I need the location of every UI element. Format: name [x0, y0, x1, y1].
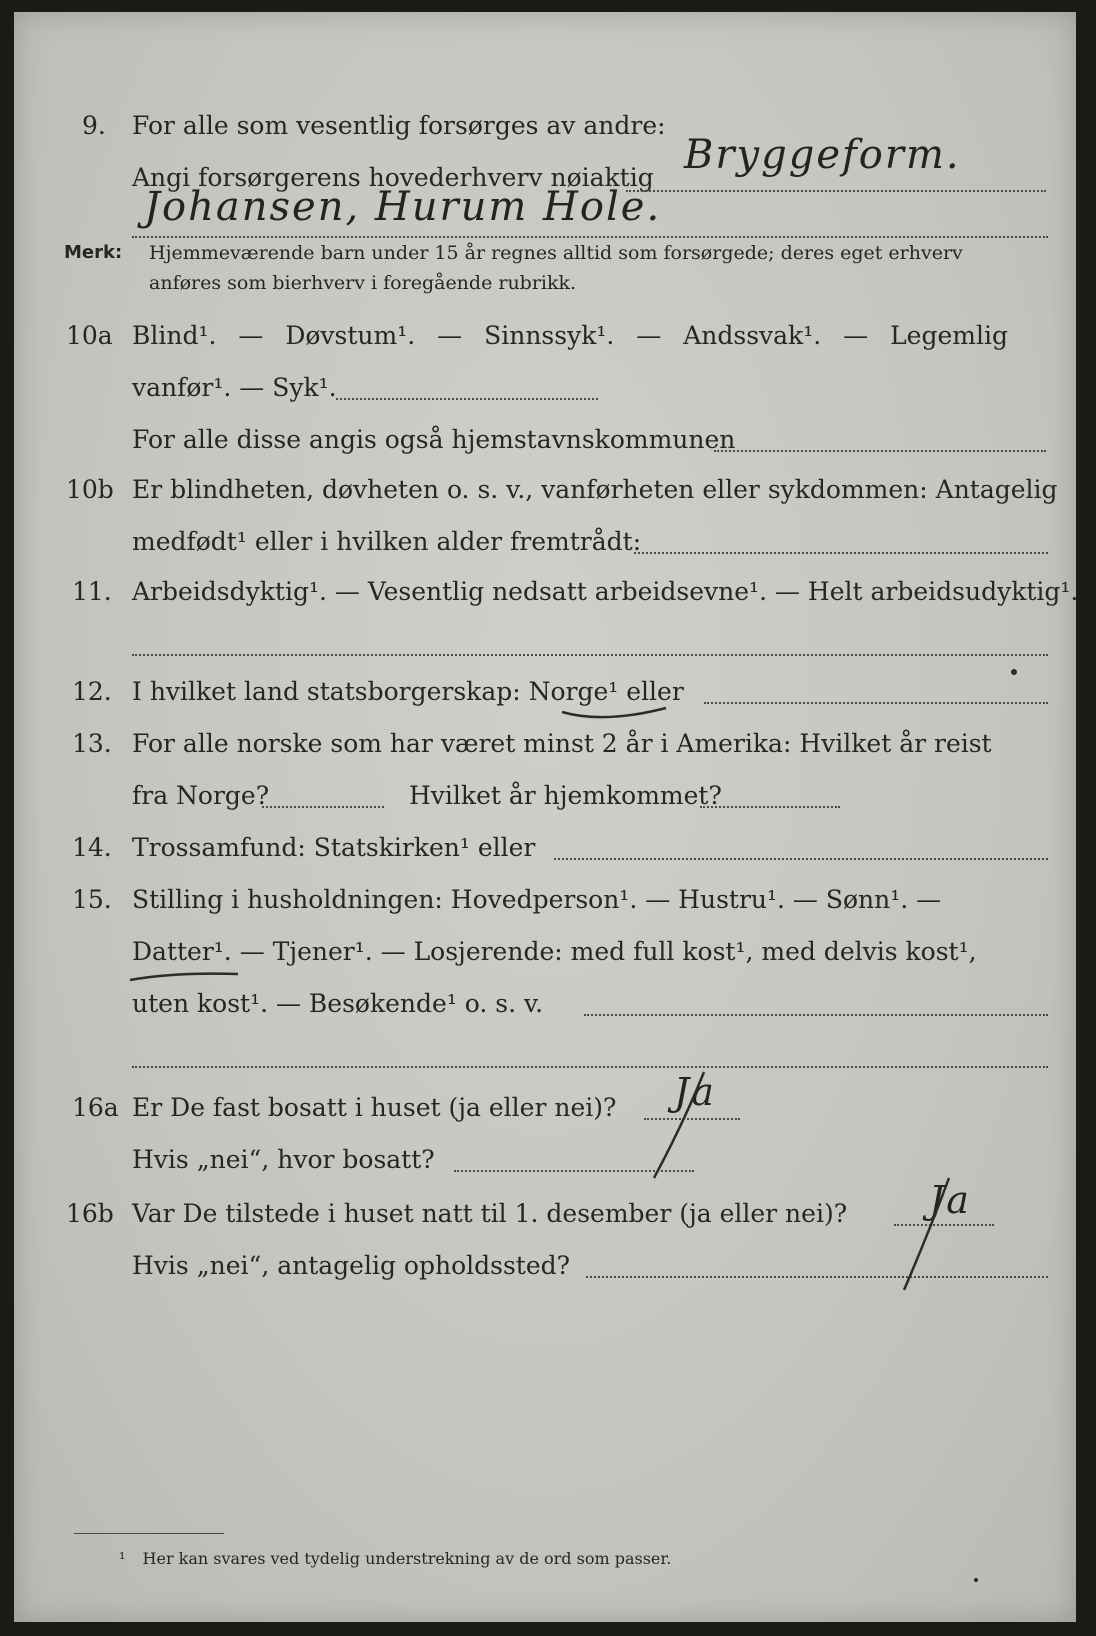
- q15-options-cont: uten kost¹. — Besøkende¹ o. s. v.: [132, 989, 544, 1018]
- q10b-number: 10b: [66, 475, 114, 504]
- footnote-rule: [74, 1533, 224, 1534]
- merk-text-cont: anføres som bierhverv i foregående rubrikk.: [149, 272, 577, 294]
- q9-handwritten-provider: Johansen, Hurum Hole.: [144, 184, 662, 230]
- q9-question-cont: Angi forsørgerens hovederhverv nøiaktig: [132, 163, 654, 192]
- q16b-handwritten-answer: Ja: [929, 1178, 971, 1222]
- footnote-mark: ¹: [119, 1549, 126, 1568]
- q14-question: Trossamfund: Statskirken¹ eller: [132, 833, 536, 862]
- census-form-page: [14, 12, 1079, 1622]
- merk-text: Hjemmeværende barn under 15 år regnes alltid som forsørgede; deres eget erhverv: [149, 242, 963, 264]
- q10a-home-municipality: For alle disse angis også hjemstavnskommunen: [132, 425, 736, 454]
- q11-options: Arbeidsdyktig¹. — Vesentlig nedsatt arbeidsevne¹. — Helt arbeidsudyktig¹.: [132, 577, 1079, 606]
- q16a-handwritten-answer: Ja: [674, 1070, 716, 1114]
- merk-label: Merk:: [64, 242, 123, 263]
- q9-handwritten-occupation: Bryggeform.: [684, 132, 961, 178]
- q15-number: 15.: [72, 885, 112, 914]
- q12-number: 12.: [72, 677, 112, 706]
- q15-question: Stilling i husholdningen: Hovedperson¹. — Hustru¹. — Sønn¹. —: [132, 885, 942, 914]
- footnote-text: Her kan svares ved tydelig understrekning av de ord som passer.: [142, 1549, 672, 1568]
- footnote: [119, 1549, 671, 1568]
- q10b-question: Er blindheten, døvheten o. s. v., vanførheten eller sykdommen: Antagelig: [132, 475, 1058, 504]
- q9-question: For alle som vesentlig forsørges av andre:: [132, 111, 666, 140]
- q11-number: 11.: [72, 577, 112, 606]
- q16b-where: Hvis „nei“, antagelig opholdssted?: [132, 1251, 571, 1280]
- q13-question: For alle norske som har været minst 2 år i Amerika: Hvilket år reist: [132, 729, 992, 758]
- q14-number: 14.: [72, 833, 112, 862]
- q16b-number: 16b: [66, 1199, 114, 1228]
- q10a-options-cont: vanfør¹. — Syk¹.: [132, 373, 337, 402]
- q9-number: 9.: [82, 111, 106, 140]
- q15-options: Datter¹. — Tjener¹. — Losjerende: med full kost¹, med delvis kost¹,: [132, 937, 977, 966]
- q12-question: I hvilket land statsborgerskap: Norge¹ eller: [132, 677, 684, 706]
- q13-left-norway: fra Norge?: [132, 781, 270, 810]
- q16a-number: 16a: [72, 1093, 119, 1122]
- q16b-question: Var De tilstede i huset natt til 1. desember (ja eller nei)?: [132, 1199, 848, 1228]
- q10b-question-cont: medfødt¹ eller i hvilken alder fremtrådt:: [132, 527, 642, 556]
- q13-returned: Hvilket år hjemkommet?: [409, 781, 722, 810]
- q16a-where: Hvis „nei“, hvor bosatt?: [132, 1145, 435, 1174]
- q16a-question: Er De fast bosatt i huset (ja eller nei)?: [132, 1093, 617, 1122]
- handwritten-underlines: [14, 12, 1079, 1622]
- q10a-number: 10a: [66, 321, 113, 350]
- q10a-options: Blind¹. — Døvstum¹. — Sinnssyk¹. — Andssvak¹. — Legemlig: [132, 321, 1008, 350]
- q13-number: 13.: [72, 729, 112, 758]
